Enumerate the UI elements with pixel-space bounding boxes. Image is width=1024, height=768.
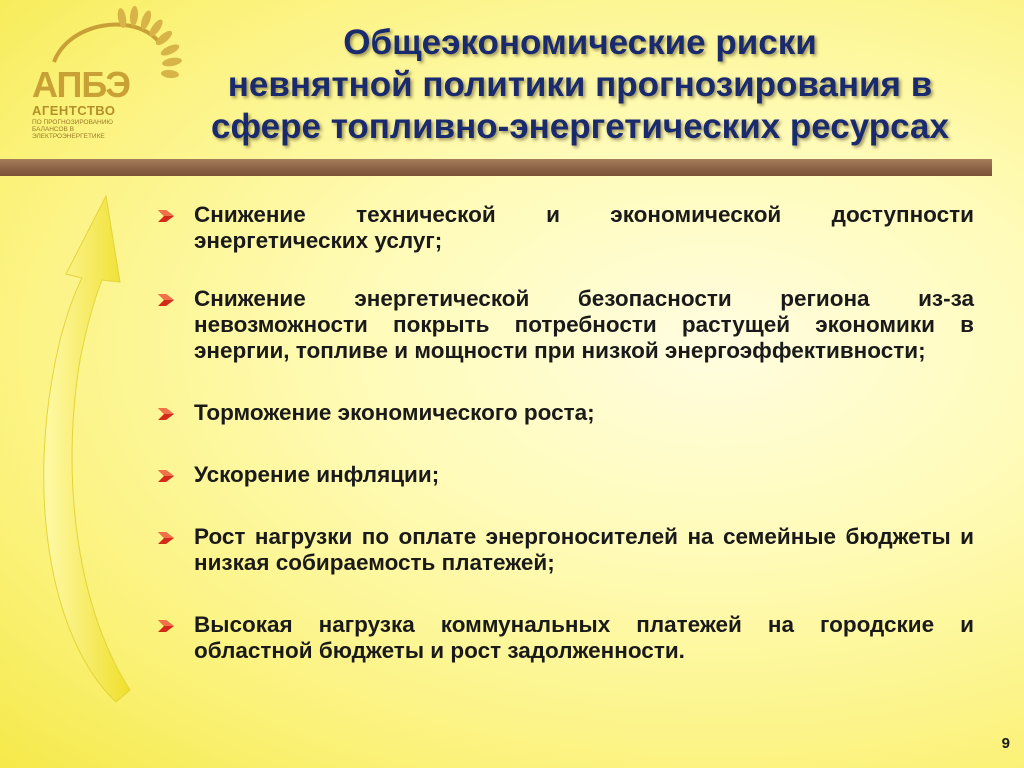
list-item — [156, 202, 974, 254]
page-number: 9 — [1001, 735, 1010, 752]
list-item-text: Снижение энергетической безопасности региона из-за невозможности покрыть потребности растущей экономики в энергии, топливе и мощности при низкой энергоэффективности; — [194, 286, 974, 363]
list-item-text: Рост нагрузки по оплате энергоносителей на семейные бюджеты и низкая собираемость платежей; — [194, 524, 974, 575]
list-item — [156, 524, 974, 576]
risk-list — [156, 202, 974, 664]
title-divider-bar — [0, 159, 992, 176]
slide-title — [160, 22, 1000, 148]
title-line-1: Общеэкономические риски — [343, 23, 817, 62]
red-diamond-arrow-icon — [156, 207, 176, 225]
red-diamond-arrow-icon — [156, 467, 176, 485]
list-item — [156, 612, 974, 664]
curved-up-arrow-icon — [20, 190, 140, 710]
red-diamond-arrow-icon — [156, 529, 176, 547]
list-item-text: Высокая нагрузка коммунальных платежей на городские и областной бюджеты и рост задолженности. — [194, 612, 974, 663]
list-item — [156, 286, 974, 364]
list-item-text: Ускорение инфляции; — [194, 462, 440, 487]
title-line-3: сфере топливно-энергетических ресурсах — [211, 107, 949, 146]
logo-abbreviation: АПБЭ — [32, 64, 130, 105]
red-diamond-arrow-icon — [156, 405, 176, 423]
red-diamond-arrow-icon — [156, 291, 176, 309]
list-item — [156, 400, 974, 426]
red-diamond-arrow-icon — [156, 617, 176, 635]
logo-subtitle: ПО ПРОГНОЗИРОВАНИЮ БАЛАНСОВ В ЭЛЕКТРОЭНЕРГЕТИКЕ — [32, 119, 113, 140]
list-item-text: Торможение экономического роста; — [194, 400, 595, 425]
list-item — [156, 462, 974, 488]
logo-name: АГЕНТСТВО — [32, 103, 116, 118]
title-line-2: невнятной политики прогнозирования в — [227, 65, 933, 104]
list-item-text: Снижение технической и экономической доступности энергетических услуг; — [194, 202, 974, 253]
